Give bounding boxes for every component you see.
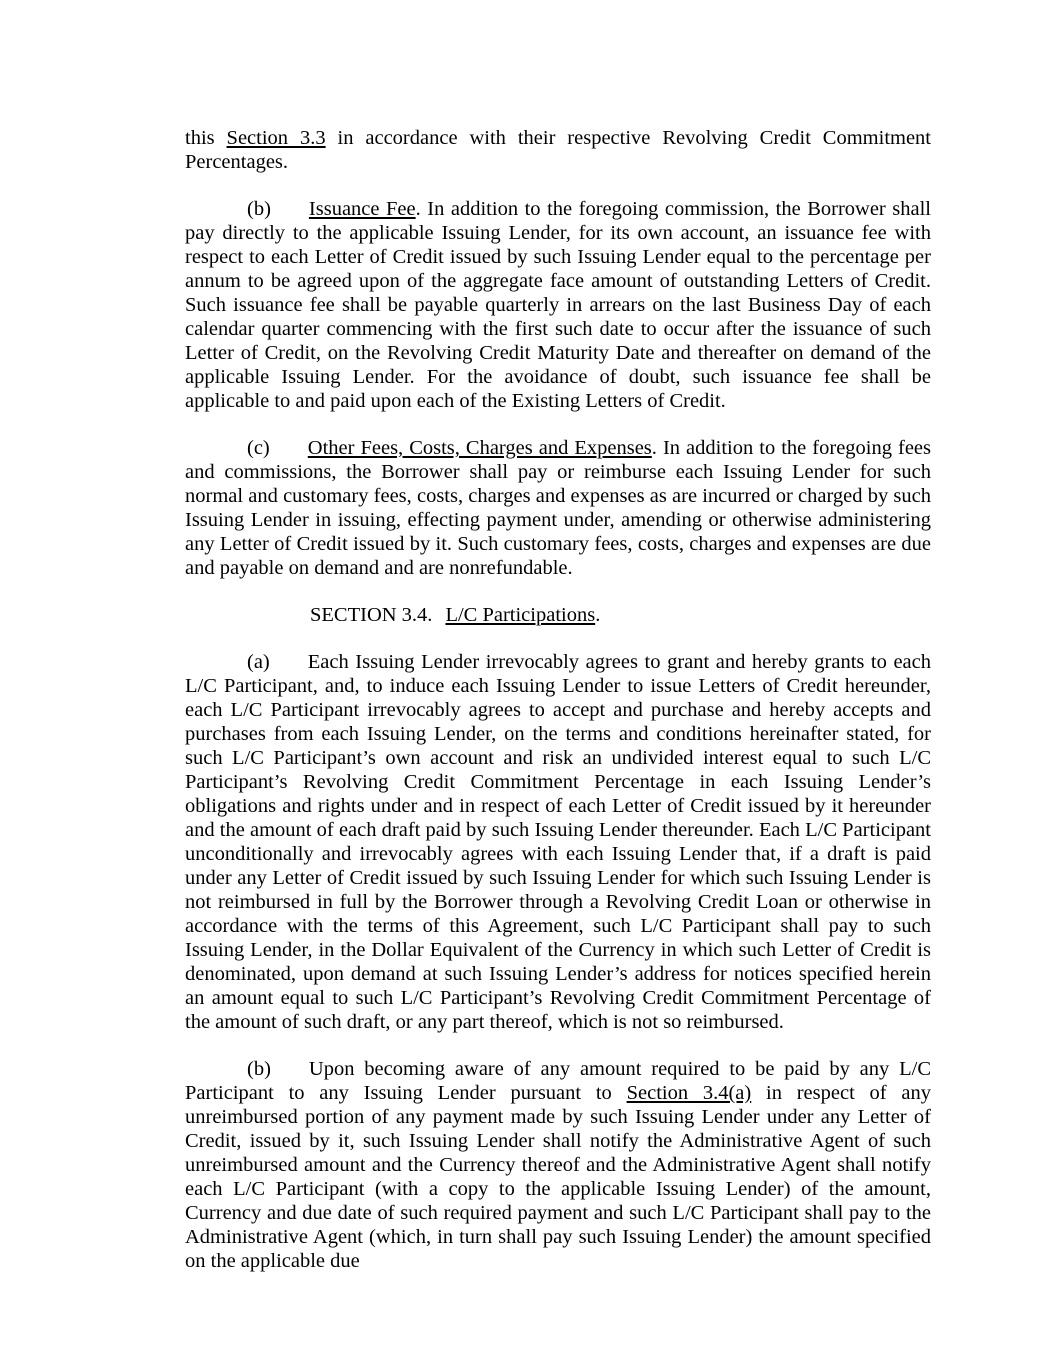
text-run: in accordance with their respective Revolving Credit Commitment Percentages. <box>185 127 931 173</box>
document-content <box>185 126 931 1273</box>
heading-section-3-4 <box>185 603 931 627</box>
text-run: . <box>595 604 601 626</box>
text-run: . In addition to the foregoing fees and commissions, the Borrower shall pay or reimburse each Issuing Lender for such normal and customary fees, costs, charges and expenses as are incurred or charged by such Issuing Lender in issuing, effecting payment under, amending or otherwise administering any Letter of Credit issued by it. Such customary fees, costs, charges and expenses are due and payable on demand and are nonrefundable. <box>185 437 932 579</box>
underlined-text: Issuance Fee <box>308 198 416 220</box>
para-b-issuance-fee <box>185 197 931 413</box>
text-run: Each Issuing Lender irrevocably agrees to grant and hereby grants to each L/C Participant, and, to induce each Issuing Lender to issue Letters of Credit hereunder, each L/C Participant irrevocably agrees to accept and purchase and hereby accepts and purchases from each Issuing Lender, on the terms and conditions hereinafter stated, for such L/C Participant’s own account and risk an undivided interest equal to such L/C Participant’s Revolving Credit Commitment Percentage in each Issuing Lender’s obligations and rights under and in respect of each Letter of Credit issued by it hereunder and the amount of each draft paid by such Issuing Lender thereunder. Each L/C Participant unconditionally and irrevocably agrees with each Issuing Lender that, if a draft is paid under any Letter of Credit issued by such Issuing Lender for which such Issuing Lender is not reimbursed in full by the Borrower through a Revolving Credit Loan or otherwise in accordance with the terms of this Agreement, such L/C Participant shall pay to such Issuing Lender, in the Dollar Equivalent of the Currency in which such Letter of Credit is denominated, upon demand at such Issuing Lender’s address for notices specified herein an amount equal to such L/C Participant’s Revolving Credit Commitment Percentage of the amount of such draft, or any part thereof, which is not so reimbursed. <box>185 651 931 1033</box>
text-run: (b) <box>247 198 271 220</box>
text-run: Upon becoming aware of any amount required to be paid by any L/C Participant to any Issuing Lender pursuant to <box>185 1058 931 1104</box>
underlined-text: L/C Participations <box>445 604 596 626</box>
underlined-text: Other Fees, Costs, Charges and Expenses <box>307 437 652 459</box>
underlined-text: Section 3.3 <box>226 127 326 149</box>
text-run: . In addition to the foregoing commission, the Borrower shall pay directly to the applicable Issuing Lender, for its own account, an issuance fee with respect to each Letter of Credit issued by such Issuing Lender equal to the percentage per annum to be agreed upon of the aggregate face amount of outstanding Letters of Credit. Such issuance fee shall be payable quarterly in arrears on the last Business Day of each calendar quarter commencing with the first such date to occur after the issuance of such Letter of Credit, on the Revolving Credit Maturity Date and thereafter on demand of the applicable Issuing Lender. For the avoidance of doubt, such issuance fee shall be applicable to and paid upon each of the Existing Letters of Credit. <box>185 198 931 412</box>
para-a-lc-participations <box>185 650 931 1034</box>
text-run: (a) <box>247 651 270 673</box>
text-run: (c) <box>247 437 270 459</box>
text-run: SECTION 3.4. <box>310 604 433 626</box>
text-run: this <box>185 127 227 149</box>
para-c-other-fees <box>185 436 931 580</box>
underlined-text: Section 3.4(a) <box>626 1082 752 1104</box>
para-continuation-section-3-3 <box>185 126 931 174</box>
para-b-upon-becoming-aware <box>185 1057 931 1273</box>
text-run: in respect of any unreimbursed portion of any payment made by such Issuing Lender under any Letter of Credit, issued by it, such Issuing Lender shall notify the Administrative Agent of such unreimbursed amount and the Currency thereof and the Administrative Agent shall notify each L/C Participant (with a copy to the applicable Issuing Lender) of the amount, Currency and due date of such required payment and such L/C Participant shall pay to the Administrative Agent (which, in turn shall pay such Issuing Lender) the amount specified on the applicable due <box>185 1082 931 1272</box>
text-run: (b) <box>247 1058 271 1080</box>
